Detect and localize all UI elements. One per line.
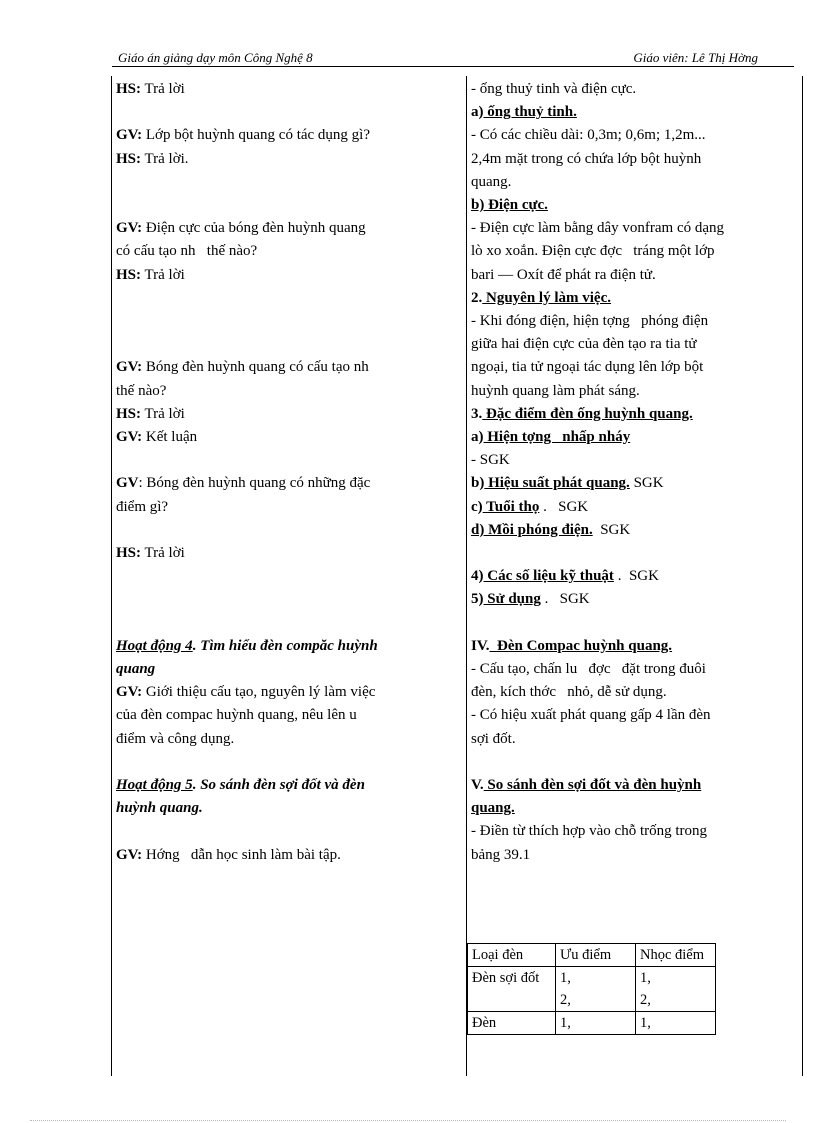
table-left-border [111,76,112,1076]
page-bottom-edge [30,1120,786,1121]
table-row: Đèn sợi đốt 1, 2, 1, 2, [468,967,716,1012]
table-row: Đèn 1, 1, [468,1012,716,1035]
header-divider [112,66,794,67]
table-middle-border [466,76,467,1076]
header-right: Giáo viên: Lê Thị Hờng [633,50,758,65]
comparison-table [467,943,716,1035]
content-column: - ống thuỷ tinh và điện cực. a) ống thuỷ tinh. - Có các chiều dài: 0,3m; 0,6m; 1,2m... 2,4m mặt trong có chứa lớp bột huỳnh quang. b) Điện cực. - Điện cực làm bằng dây vonfram có dạng lò xo xoắn. Điện cực đợc tráng một lớp bari — Oxít để phát ra điện tử. 2. Nguyên lý làm việc. - Khi đóng điện, hiện tợng phóng điện giữa hai điện cực của đèn tạo ra tia tử ngoại, tia tử ngoại tác dụng lên lớp bột huỳnh quang làm phát sáng. 3. Đặc điểm đèn ống huỳnh quang. a) Hiện tợng nhấp nháy - SGK b) Hiệu suất phát quang. SGK c) Tuổi thọ . SGK d) Mồi phóng điện. SGK 4) Các số liệu kỹ thuật . SGK 5) Sử dụng . SGK IV. Đèn Compac huỳnh quang. - Cấu tạo, chấn lu đợc đặt trong đuôi đèn, kích thớc nhỏ, dễ sử dụng. - Có hiệu xuất phát quang gấp 4 lần đèn sợi đốt. V. So sánh đèn sợi đốt và đèn huỳnh quang. - Điền từ thích hợp vào chỗ trống trong bảng 39.1 [471,81,725,863]
header-left: Giáo án giảng dạy môn Công Nghệ 8 [118,50,313,65]
teacher-activity-column: HS: Trả lời GV: Lớp bột huỳnh quang có tác dụng gì? HS: Trả lời. GV: Điện cực của bóng đèn huỳnh quang có cấu tạo nh thế nào? HS: Trả lời GV: Bóng đèn huỳnh quang có cấu tạo nh thế nào? HS: Trả lời GV: Kết luận GV: Bóng đèn huỳnh quang có những đặc điểm gì? HS: Trả lời Hoạt động 4. Tìm hiểu đèn compăc huỳnh quang GV: Giới thiệu cấu tạo, nguyên lý làm việc của đèn compac huỳnh quang, nêu lên u điểm và công dụng. Hoạt động 5. So sánh đèn sợi đốt và đèn huỳnh quang. GV: Hớng dẫn học sinh làm bài tập. [116,81,378,863]
table-right-border [802,76,803,1076]
table-header-row: Loại đèn Ưu điểm Nhọc điểm [468,944,716,967]
